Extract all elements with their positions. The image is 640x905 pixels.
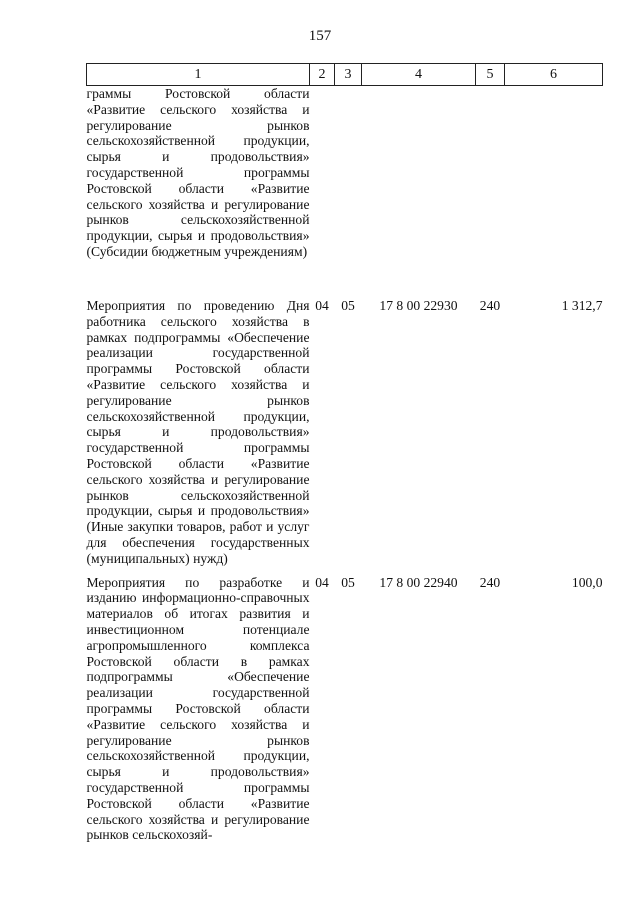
- row-expense-type: [476, 86, 505, 291]
- row-description: граммы Ростовской области «Развитие сельского хозяйства и регулирование рынков сельскохозяйственной продукции, сырья и продовольствия» государственной программы Ростовской области «Развитие сельского хозяйства и регулирование рынков сельскохозяйственной продукции, сырья и продовольствия» (Субсидии бюджетным учреждениям): [86, 86, 310, 259]
- row-description: Мероприятия по разработке и изданию информационно-справочных материалов об итогах развития и инвестиционном потенциале агропромышленного комплекса Ростовской области в рамках подпрограммы «Обеспечение реализации государственной программы Ростовской области «Развитие сельского хозяйства и регулирование рынков сельскохозяйственной продукции, сырья и продовольствия» государственной программы Ростовской области «Развитие сельского хозяйства и регулирование рынков сельскохозяй-: [86, 574, 310, 843]
- table-row: [87, 290, 603, 567]
- header-col-4: 4: [362, 64, 476, 86]
- row-section: 04: [315, 298, 329, 313]
- header-col-2: 2: [310, 64, 335, 86]
- row-target-code: [362, 86, 476, 291]
- row-target-code: 17 8 00 22930: [379, 298, 458, 313]
- row-section: [310, 86, 335, 291]
- table-row: [87, 86, 603, 291]
- header-col-6: 6: [505, 64, 603, 86]
- row-subsection: [335, 86, 362, 291]
- row-amount: [505, 86, 603, 291]
- header-col-5: 5: [476, 64, 505, 86]
- row-amount: 1 312,7: [561, 298, 603, 313]
- row-subsection: 05: [341, 298, 355, 313]
- row-description: Мероприятия по проведению Дня работника сельского хозяйства в рамках подпрограммы «Обеспечение реализации государственной программы Ростовской области «Развитие сельского хозяйства и регулирование рынков сельскохозяйственной продукции, сырья и продовольствия» государственной программы Ростовской области «Развитие сельского хозяйства и регулирование рынков сельскохозяйственной продукции, сырья и продовольствия» (Иные закупки товаров, работ и услуг для обеспечения государственных (муниципальных) нужд): [86, 298, 310, 566]
- budget-table: [86, 63, 603, 843]
- header-col-3: 3: [335, 64, 362, 86]
- header-col-1: 1: [87, 64, 310, 86]
- table-header-row: [87, 64, 603, 86]
- row-target-code: 17 8 00 22940: [379, 574, 458, 590]
- row-section: 04: [315, 574, 329, 590]
- row-subsection: 05: [341, 574, 355, 590]
- row-amount: 100,0: [571, 574, 603, 590]
- row-expense-type: 240: [479, 574, 501, 590]
- table-row: [87, 567, 603, 844]
- row-expense-type: 240: [479, 298, 501, 313]
- page-number: 157: [308, 28, 332, 44]
